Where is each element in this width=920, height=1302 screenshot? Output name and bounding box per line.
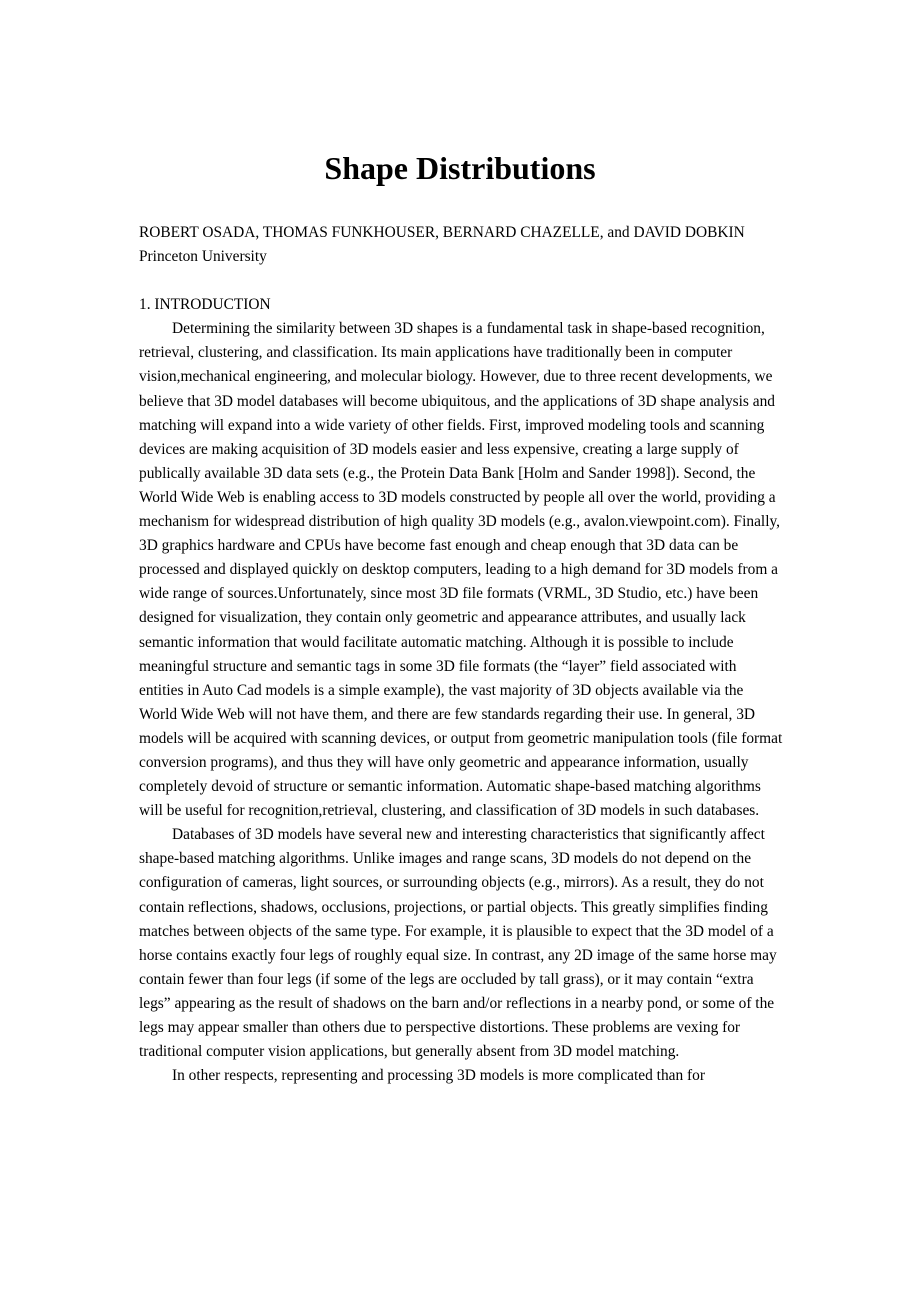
affiliation: Princeton University [139, 248, 267, 266]
paper-body [139, 221, 784, 1088]
author-list: ROBERT OSADA, THOMAS FUNKHOUSER, BERNARD CHAZELLE, and DAVID DOBKIN [139, 224, 745, 241]
paragraph: In other respects, representing and processing 3D models is more complicated than for [172, 1067, 705, 1085]
paragraph: Databases of 3D models have several new and interesting characteristics that significantly affect shape-based matching algorithms. Unlike images and range scans, 3D models do not depend on the configuration of cameras, light sources, or surrounding objects (e.g., mirrors). As a result, they do not contain reflections, shadows, occlusions, projections, or partial objects. This greatly simplifies finding matches between objects of the same type. For example, it is plausible to expect that the 3D model of a horse contains exactly four legs of roughly equal size. In contrast, any 2D image of the same horse may contain fewer than four legs (if some of the legs are occluded by tall grass), or it may contain “extra legs” appearing as the result of shadows on the barn and/or reflections in a nearby pond, or some of the legs may appear smaller than others due to perspective distortions. These problems are vexing for traditional computer vision applications, but generally absent from 3D model matching. [139, 826, 777, 1061]
section-heading: 1. INTRODUCTION [139, 296, 271, 314]
paragraph: Determining the similarity between 3D shapes is a fundamental task in shape-based recognition, retrieval, clustering, and classification. Its main applications have traditionally been in computer vision,mechanical engineering, and molecular biology. However, due to three recent developments, we believe that 3D model databases will become ubiquitous, and the applications of 3D shape analysis and matching will expand into a wide variety of other fields. First, improved modeling tools and scanning devices are making acquisition of 3D models easier and less expensive, creating a large supply of publically available 3D data sets (e.g., the Protein Data Bank [Holm and Sander 1998]). Second, the World Wide Web is enabling access to 3D models constructed by people all over the world, providing a mechanism for widespread distribution of high quality 3D models (e.g., avalon.viewpoint.com). Finally, 3D graphics hardware and CPUs have become fast enough and cheap enough that 3D data can be processed and displayed quickly on desktop computers, leading to a high demand for 3D models from a wide range of sources.Unfortunately, since most 3D file formats (VRML, 3D Studio, etc.) have been designed for visualization, they contain only geometric and appearance attributes, and usually lack semantic information that would facilitate automatic matching. Although it is possible to include meaningful structure and semantic tags in some 3D file formats (the “layer” field associated with entities in Auto Cad models is a simple example), the vast majority of 3D objects available via the World Wide Web will not have them, and there are few standards regarding their use. In general, 3D models will be acquired with scanning devices, or output from geometric manipulation tools (file format conversion programs), and thus they will have only geometric and appearance information, usually completely devoid of structure or semantic information. Automatic shape-based matching algorithms will be useful for recognition,retrieval, clustering, and classification of 3D models in such databases. [139, 320, 783, 820]
paper-title: Shape Distributions [324, 150, 596, 186]
